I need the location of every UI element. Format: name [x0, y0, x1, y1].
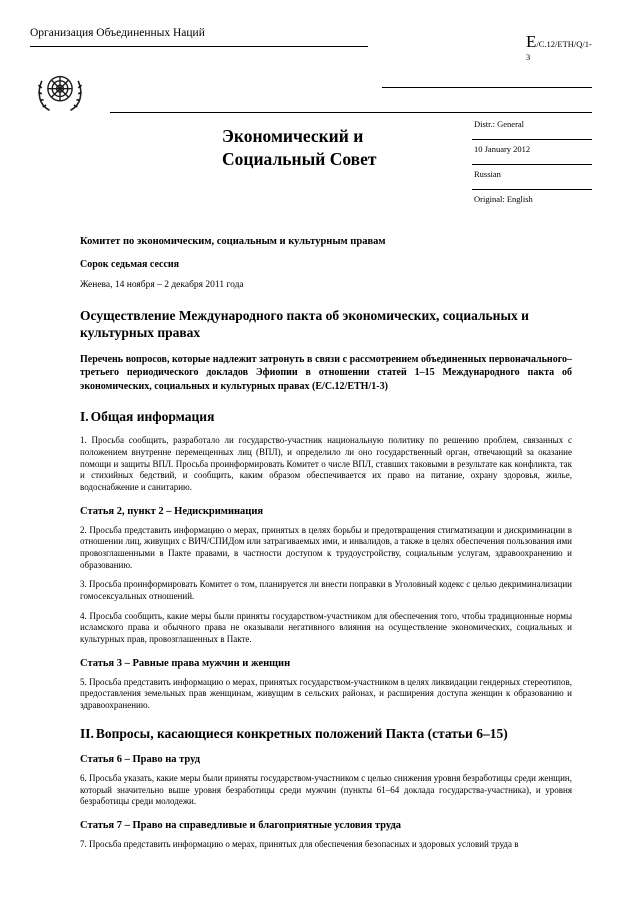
section-1-number: I.	[80, 409, 89, 425]
session-venue: Женева, 14 ноября – 2 декабря 2011 года	[80, 279, 244, 290]
doc-symbol	[526, 32, 592, 63]
section-2-title: Вопросы, касающиеся конкретных положений Пакта (статьи 6–15)	[95, 725, 508, 741]
doc-symbol-letter: E	[526, 32, 537, 51]
paragraph-6: 6. Просьба указать, какие меры были приняты государством-участником с целью снижения уровня безработицы среди женщин, который значительно выше уровня безработицы среди мужчин (пункты 61–64 доклада государства-участника), и уровня безработицы среди молодежи.	[80, 772, 572, 807]
article-2-heading: Статья 2, пункт 2 – Недискриминация	[80, 505, 264, 517]
paragraph-2: 2. Просьба представить информацию о мерах, принятых в целях борьбы и предотвращения стигматизации и дискриминации в отношении лиц, живущих с ВИЧ/СПИДом или затрагиваемых ими, и инвалидов, а также в целях обеспечения пользования ими провозглашенными в Пакте правами, в частности доступом к трудоустройству, социальным услугам, здравоохранению и образованию.	[80, 524, 572, 570]
document-body	[80, 236, 572, 851]
header-top	[30, 26, 592, 88]
paragraph-7: 7. Просьба представить информацию о мерах, принятых для обеспечения безопасных и здоровых условий труда в	[80, 838, 519, 849]
section-2-heading	[80, 726, 572, 742]
paragraph-3: 3. Просьба проинформировать Комитет о том, планируется ли внести поправки в Уголовный кодекс с целью декриминализации гомосексуальных отношений.	[80, 579, 572, 602]
document-subtitle: Перечень вопросов, которые надлежит затронуть в связи с рассмотрением объединенных первоначального–третьего периодического докладов Эфиопии в отношении статей 1–15 Международного пакта об экономических, социальных и культурных правах (E/C.12/ETH/1-3)	[80, 353, 572, 392]
language-line: Russian	[472, 165, 592, 190]
date-line: 10 January 2012	[472, 140, 592, 165]
paragraph-5: 5. Просьба представить информацию о мерах, принятых государством-участником в целях ликвидации гендерных стереотипов, предоставления земельных прав женщинам, живущим в сельских районах, и расширения доступа женщин к образованию и здравоохранению.	[80, 676, 572, 711]
paragraph-4: 4. Просьба сообщить, какие меры были приняты государством-участником для обеспечения того, чтобы традиционные нормы исламского права и обычного права не оказывали негативного влияния на осуществление экономических, социальных и культурных прав, провозглашенных в Пакте.	[80, 610, 572, 645]
section-1-heading	[80, 409, 572, 425]
session-number: Сорок седьмая сессия	[80, 258, 180, 270]
article-7-heading: Статья 7 – Право на справедливые и благоприятные условия труда	[80, 819, 402, 831]
doc-symbol-cell	[382, 26, 592, 88]
committee-name: Комитет по экономическим, социальным и культурным правам	[80, 235, 386, 247]
article-3-heading: Статья 3 – Равные права мужчин и женщин	[80, 657, 291, 669]
header-main	[30, 112, 592, 214]
un-emblem-icon	[34, 103, 86, 120]
org-name: Организация Объединенных Наций	[30, 26, 368, 47]
council-title: Экономический и Социальный Совет	[222, 125, 377, 170]
distribution-info	[472, 113, 592, 214]
paragraph-1: 1. Просьба сообщить, разработало ли государство-участник национальную политику по решению проблем, связанных с положением внутренне перемещенных лиц (ВПЛ), и определило ли оно государственный орган, отвечающий за оказание помощи и защиты ВПЛ. Просьба проинформировать Комитет о числе ВПЛ, ставших таковыми в результате как конфликта, так и стихийных бедствий, и сообщить, каким образом обеспечивается их право на питание, охрану здоровья, жилье, водоснабжение и санитарию.	[80, 435, 572, 492]
emblem-column	[30, 70, 110, 214]
doc-symbol-rest: /C.12/ETH/Q/1-3	[526, 39, 592, 63]
original-line: Original: English	[474, 193, 533, 204]
section-1-title: Общая информация	[90, 409, 215, 425]
section-2-number: II.	[80, 725, 94, 741]
distr-line: Distr.: General	[472, 115, 592, 140]
document-title: Осуществление Международного пакта об экономических, социальных и культурных правах	[80, 307, 529, 341]
article-6-heading: Статья 6 – Право на труд	[80, 753, 201, 765]
masthead	[110, 112, 592, 214]
